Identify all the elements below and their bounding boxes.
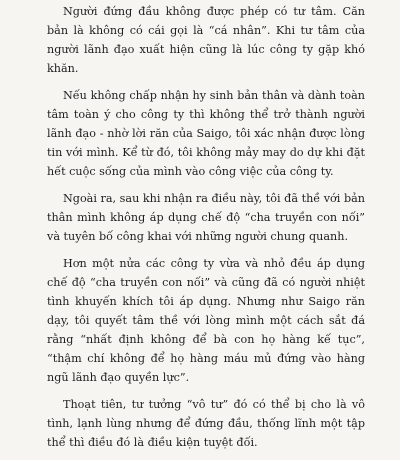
paragraph-1: Người đứng đầu không được phép có tư tâm. Căn bản là không có cái gọi là “cá nhân”. Khi tư tâm của người lãnh đạo xuất hiện cũng là lúc công ty gặp khó khăn. — [47, 5, 365, 75]
paragraph-5: Thoạt tiên, tư tưởng “vô tư” đó có thể bị cho là vô tình, lạnh lùng nhưng để đứng đầu, thống lĩnh một tập thể thì điều đó là điều kiện tuyệt đối. — [47, 398, 365, 449]
paragraph-3: Ngoài ra, sau khi nhận ra điều này, tôi đã thề với bản thân mình không áp dụng chế độ “cha truyền con nối” và tuyên bố công khai với những người chung quanh. — [47, 192, 365, 243]
paragraph-4: Hơn một nửa các công ty vừa và nhỏ đều áp dụng chế độ “cha truyền con nối” và cũng đã có người nhiệt tình khuyến khích tôi áp dụng. Nhưng như Saigo răn dạy, tôi quyết tâm thề với lòng mình một cách sắt đá rằng “nhất định không để bà con họ hàng kế tục”, “thậm chí không để họ hàng máu mủ đứng vào hàng ngũ lãnh đạo quyền lực”. — [47, 257, 365, 384]
paragraph-2: Nếu không chấp nhận hy sinh bản thân và dành toàn tâm toàn ý cho công ty thì không thể trở thành người lãnh đạo - nhờ lời răn của Saigo, tôi xác nhận được lòng tin với mình. Kể từ đó, tôi không mảy may do dự khi đặt hết cuộc sống của mình vào công việc của công ty. — [47, 89, 365, 178]
body-text — [47, 2, 365, 460]
